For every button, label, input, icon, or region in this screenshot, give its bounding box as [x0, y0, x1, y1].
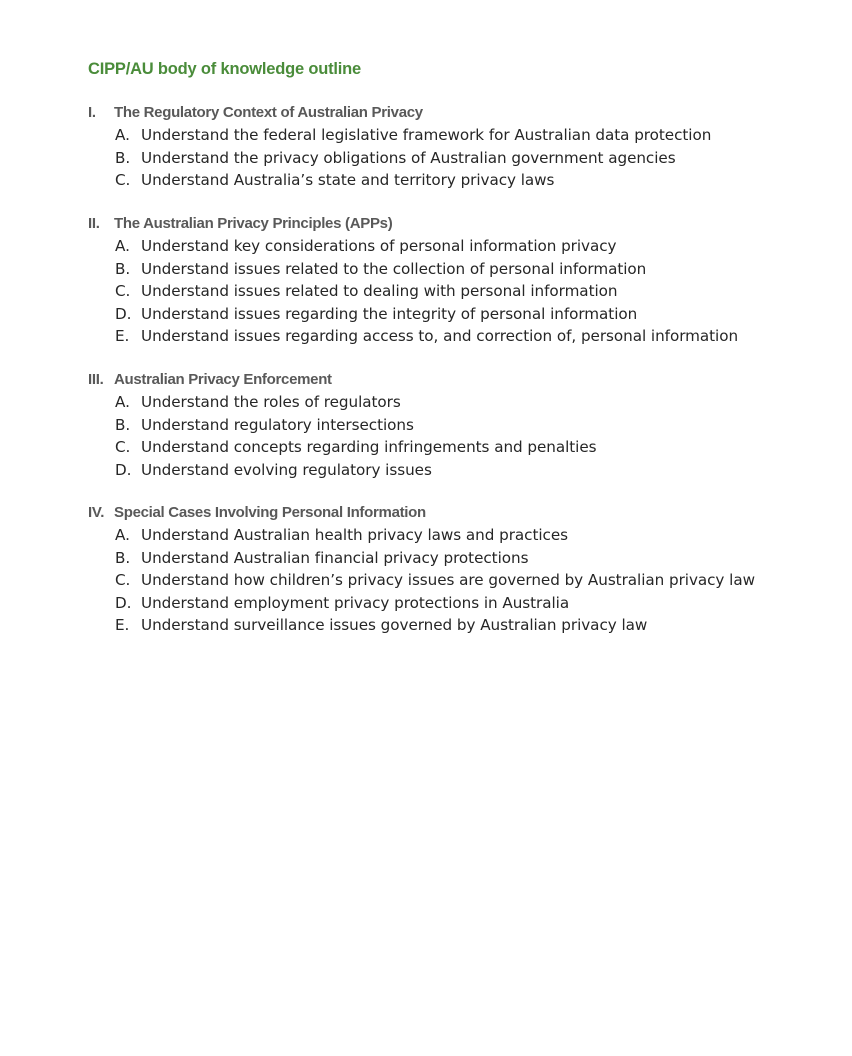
- list-item: [88, 258, 808, 281]
- item-letter: A.: [115, 393, 130, 411]
- list-item: [88, 459, 808, 482]
- item-letter: D.: [115, 460, 132, 479]
- list-item: [88, 569, 808, 592]
- section-numeral: III.: [88, 371, 104, 388]
- list-item: [88, 414, 808, 437]
- item-text: Understand evolving regulatory issues: [141, 460, 432, 479]
- item-text: Understand issues regarding the integrity of personal information: [141, 304, 638, 323]
- outline-section-4: [88, 502, 808, 637]
- item-letter: E.: [115, 327, 130, 346]
- list-item: [88, 524, 808, 547]
- section-numeral: II.: [88, 215, 100, 232]
- item-letter: B.: [115, 415, 131, 434]
- item-text: Understand the federal legislative framework for Australian data protection: [141, 126, 712, 144]
- outline-section-1: [88, 102, 808, 192]
- section-title: Australian Privacy Enforcement: [114, 371, 332, 388]
- item-letter: A.: [115, 526, 130, 544]
- list-item: [88, 391, 808, 414]
- section-items: [88, 391, 808, 481]
- item-text: Understand surveillance issues governed by Australian privacy law: [141, 616, 648, 635]
- item-letter: C.: [115, 571, 131, 590]
- item-text: Understand how children’s privacy issues are governed by Australian privacy law: [141, 571, 755, 590]
- section-heading: [88, 502, 808, 523]
- list-item: [88, 147, 808, 170]
- item-letter: D.: [115, 593, 132, 612]
- item-text: Understand employment privacy protections in Australia: [141, 593, 570, 612]
- item-text: Understand regulatory intersections: [141, 415, 414, 434]
- item-text: Understand Australian financial privacy protections: [141, 548, 529, 567]
- item-letter: B.: [115, 148, 131, 167]
- section-items: [88, 235, 808, 348]
- item-text: Understand issues related to dealing with personal information: [141, 282, 618, 301]
- section-heading: [88, 213, 808, 234]
- list-item: [88, 303, 808, 326]
- document-title: CIPP/AU body of knowledge outline: [88, 60, 361, 78]
- section-numeral: I.: [88, 104, 96, 121]
- item-text: Understand Australia’s state and territory privacy laws: [141, 171, 555, 190]
- list-item: [88, 547, 808, 570]
- section-heading: [88, 369, 808, 390]
- outline-section-2: [88, 213, 808, 348]
- item-text: Understand concepts regarding infringements and penalties: [141, 438, 597, 457]
- list-item: [88, 235, 808, 258]
- item-letter: A.: [115, 126, 130, 144]
- item-text: Understand the privacy obligations of Australian government agencies: [141, 148, 676, 167]
- section-title: Special Cases Involving Personal Information: [114, 504, 426, 521]
- outline-section-3: [88, 369, 808, 481]
- item-text: Understand issues regarding access to, and correction of, personal information: [141, 327, 739, 346]
- list-item: [88, 592, 808, 615]
- item-text: Understand issues related to the collection of personal information: [141, 259, 647, 278]
- list-item: [88, 124, 808, 147]
- section-items: [88, 524, 808, 637]
- item-letter: B.: [115, 548, 131, 567]
- list-item: [88, 169, 808, 192]
- item-text: Understand Australian health privacy laws and practices: [141, 526, 569, 544]
- item-letter: D.: [115, 304, 132, 323]
- item-letter: C.: [115, 282, 131, 301]
- item-text: Understand key considerations of personal information privacy: [141, 237, 617, 255]
- list-item: [88, 280, 808, 303]
- item-letter: C.: [115, 438, 131, 457]
- section-title: The Regulatory Context of Australian Privacy: [114, 104, 423, 121]
- item-letter: B.: [115, 259, 131, 278]
- item-text: Understand the roles of regulators: [141, 393, 401, 411]
- item-letter: E.: [115, 616, 130, 635]
- list-item: [88, 325, 808, 348]
- list-item: [88, 614, 808, 637]
- item-letter: C.: [115, 171, 131, 190]
- section-heading: [88, 102, 808, 123]
- item-letter: A.: [115, 237, 130, 255]
- list-item: [88, 436, 808, 459]
- section-title: The Australian Privacy Principles (APPs): [114, 215, 393, 232]
- section-items: [88, 124, 808, 192]
- section-numeral: IV.: [88, 504, 105, 521]
